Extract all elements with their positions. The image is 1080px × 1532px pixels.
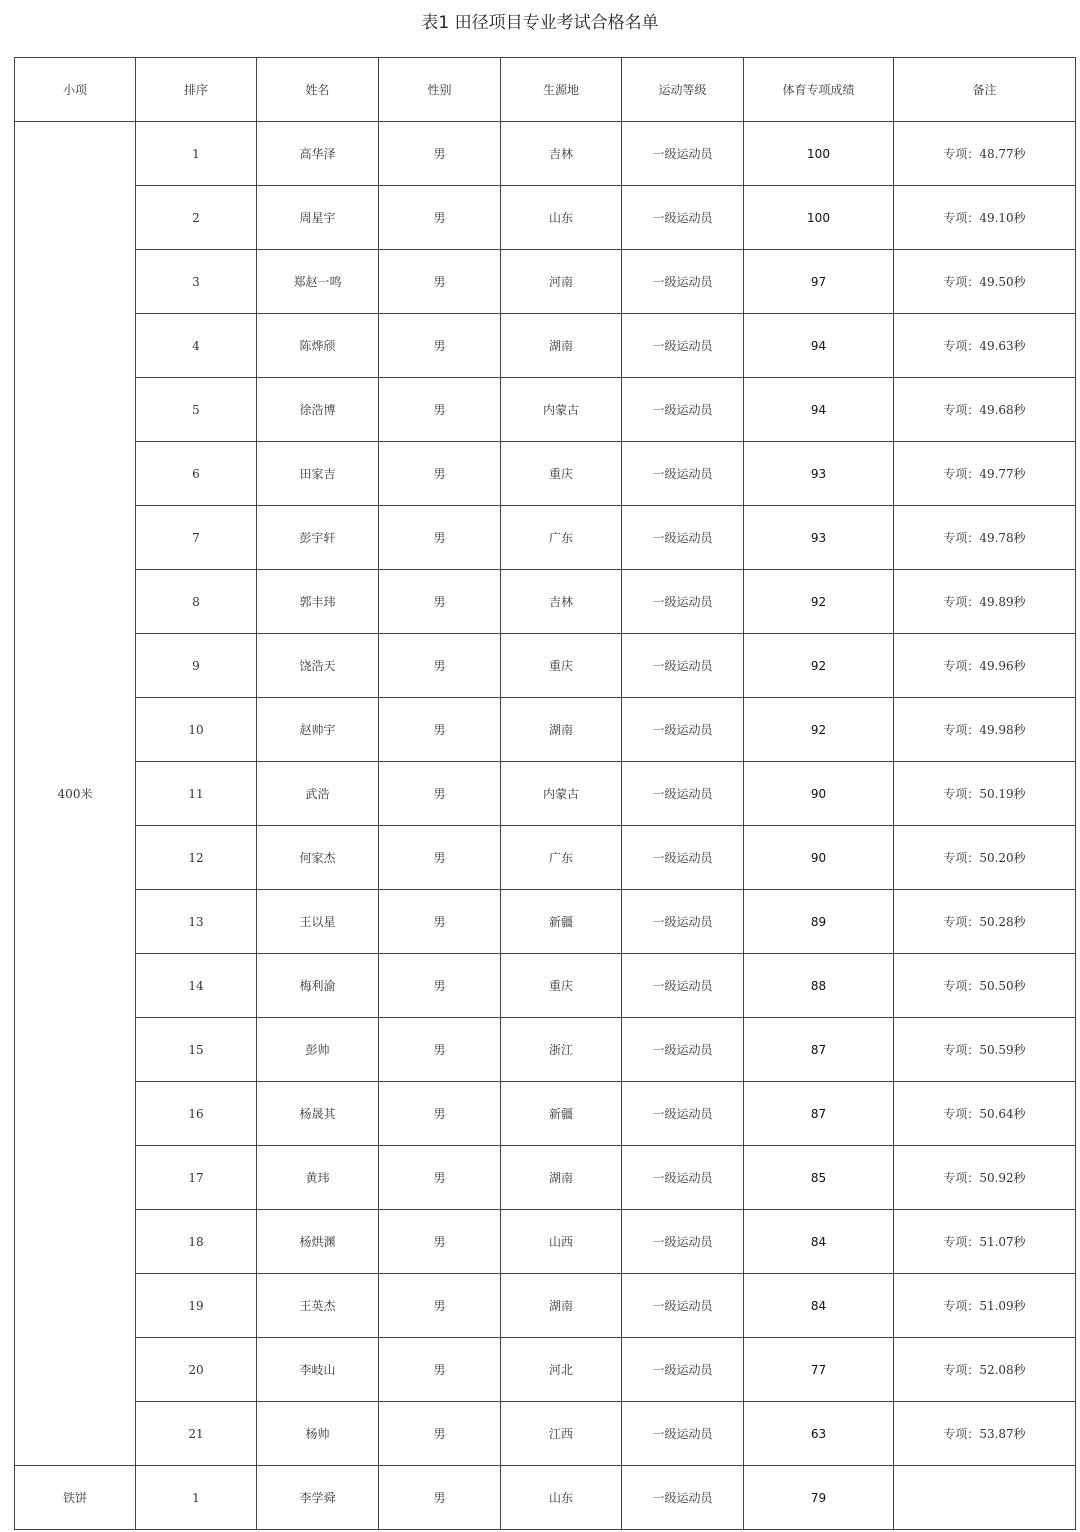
cell-name: 杨帅: [257, 1402, 379, 1466]
cell-rank: 11: [136, 762, 257, 826]
cell-note: 专项：49.77秒: [894, 442, 1076, 506]
cell-note: 专项：49.63秒: [894, 314, 1076, 378]
cell-score: 100: [744, 186, 894, 250]
cell-note: 专项：50.20秒: [894, 826, 1076, 890]
table-row: [15, 954, 1076, 1018]
header-origin: 生源地: [501, 58, 622, 122]
cell-origin: 内蒙古: [501, 378, 622, 442]
cell-rank: 10: [136, 698, 257, 762]
cell-origin: 山东: [501, 186, 622, 250]
table-row: [15, 1082, 1076, 1146]
qualified-list-table: [14, 57, 1076, 1530]
cell-level: 一级运动员: [622, 1338, 744, 1402]
cell-rank: 12: [136, 826, 257, 890]
cell-event: 400米: [15, 122, 136, 1466]
cell-level: 一级运动员: [622, 762, 744, 826]
cell-origin: 新疆: [501, 890, 622, 954]
cell-rank: 18: [136, 1210, 257, 1274]
cell-gender: 男: [379, 314, 501, 378]
cell-score: 85: [744, 1146, 894, 1210]
cell-level: 一级运动员: [622, 122, 744, 186]
cell-rank: 6: [136, 442, 257, 506]
cell-gender: 男: [379, 826, 501, 890]
table-row: [15, 826, 1076, 890]
cell-level: 一级运动员: [622, 506, 744, 570]
cell-gender: 男: [379, 1082, 501, 1146]
header-gender: 性别: [379, 58, 501, 122]
cell-origin: 湖南: [501, 1146, 622, 1210]
cell-rank: 1: [136, 1466, 257, 1530]
cell-level: 一级运动员: [622, 378, 744, 442]
cell-name: 陈烨颀: [257, 314, 379, 378]
table-row: [15, 186, 1076, 250]
cell-gender: 男: [379, 1466, 501, 1530]
cell-score: 93: [744, 506, 894, 570]
cell-origin: 江西: [501, 1402, 622, 1466]
cell-score: 77: [744, 1338, 894, 1402]
table-row: [15, 378, 1076, 442]
cell-gender: 男: [379, 762, 501, 826]
cell-note: 专项：49.50秒: [894, 250, 1076, 314]
cell-rank: 8: [136, 570, 257, 634]
cell-level: 一级运动员: [622, 1146, 744, 1210]
cell-origin: 广东: [501, 826, 622, 890]
cell-score: 93: [744, 442, 894, 506]
table-row: [15, 1146, 1076, 1210]
cell-rank: 15: [136, 1018, 257, 1082]
cell-rank: 20: [136, 1338, 257, 1402]
cell-score: 63: [744, 1402, 894, 1466]
cell-score: 89: [744, 890, 894, 954]
cell-note: 专项：50.28秒: [894, 890, 1076, 954]
cell-note: 专项：51.09秒: [894, 1274, 1076, 1338]
header-score: 体育专项成绩: [744, 58, 894, 122]
cell-score: 88: [744, 954, 894, 1018]
cell-origin: 山东: [501, 1466, 622, 1530]
cell-name: 彭宇轩: [257, 506, 379, 570]
cell-gender: 男: [379, 1274, 501, 1338]
cell-level: 一级运动员: [622, 698, 744, 762]
header-row: [15, 58, 1076, 122]
cell-gender: 男: [379, 186, 501, 250]
cell-score: 97: [744, 250, 894, 314]
cell-score: 87: [744, 1018, 894, 1082]
cell-gender: 男: [379, 890, 501, 954]
header-note: 备注: [894, 58, 1076, 122]
cell-note: 专项：50.64秒: [894, 1082, 1076, 1146]
cell-name: 李学舜: [257, 1466, 379, 1530]
cell-rank: 13: [136, 890, 257, 954]
table-title: 表1 田径项目专业考试合格名单: [421, 13, 659, 33]
cell-rank: 4: [136, 314, 257, 378]
cell-level: 一级运动员: [622, 1018, 744, 1082]
table-row: [15, 634, 1076, 698]
cell-origin: 湖南: [501, 1274, 622, 1338]
cell-origin: 浙江: [501, 1018, 622, 1082]
table-row: [15, 890, 1076, 954]
cell-origin: 河北: [501, 1338, 622, 1402]
cell-score: 94: [744, 378, 894, 442]
cell-level: 一级运动员: [622, 314, 744, 378]
cell-rank: 3: [136, 250, 257, 314]
cell-rank: 2: [136, 186, 257, 250]
cell-gender: 男: [379, 1402, 501, 1466]
cell-name: 黄玮: [257, 1146, 379, 1210]
cell-level: 一级运动员: [622, 890, 744, 954]
cell-level: 一级运动员: [622, 634, 744, 698]
table-row: [15, 442, 1076, 506]
cell-origin: 湖南: [501, 314, 622, 378]
cell-score: 84: [744, 1210, 894, 1274]
cell-level: 一级运动员: [622, 826, 744, 890]
cell-note: 专项：51.07秒: [894, 1210, 1076, 1274]
cell-level: 一级运动员: [622, 442, 744, 506]
cell-name: 武浩: [257, 762, 379, 826]
table-row: [15, 1018, 1076, 1082]
cell-note: 专项：50.50秒: [894, 954, 1076, 1018]
cell-gender: 男: [379, 570, 501, 634]
cell-name: 李岐山: [257, 1338, 379, 1402]
cell-score: 100: [744, 122, 894, 186]
cell-note: 专项：49.98秒: [894, 698, 1076, 762]
cell-gender: 男: [379, 1146, 501, 1210]
header-level: 运动等级: [622, 58, 744, 122]
cell-note: 专项：49.68秒: [894, 378, 1076, 442]
cell-gender: 男: [379, 1018, 501, 1082]
cell-name: 郭丰玮: [257, 570, 379, 634]
cell-event: 铁饼: [15, 1466, 136, 1530]
cell-level: 一级运动员: [622, 1082, 744, 1146]
cell-score: 90: [744, 826, 894, 890]
cell-rank: 9: [136, 634, 257, 698]
cell-name: 赵帅宇: [257, 698, 379, 762]
cell-level: 一级运动员: [622, 1402, 744, 1466]
cell-origin: 重庆: [501, 442, 622, 506]
cell-name: 何家杰: [257, 826, 379, 890]
cell-gender: 男: [379, 954, 501, 1018]
cell-gender: 男: [379, 122, 501, 186]
cell-note: 专项：53.87秒: [894, 1402, 1076, 1466]
cell-gender: 男: [379, 250, 501, 314]
cell-name: 杨晟其: [257, 1082, 379, 1146]
cell-name: 郑赵一鸣: [257, 250, 379, 314]
cell-note: 专项：50.19秒: [894, 762, 1076, 826]
cell-note: 专项：49.78秒: [894, 506, 1076, 570]
cell-score: 84: [744, 1274, 894, 1338]
cell-level: 一级运动员: [622, 250, 744, 314]
cell-note: 专项：50.59秒: [894, 1018, 1076, 1082]
cell-name: 徐浩博: [257, 378, 379, 442]
table-row: [15, 1274, 1076, 1338]
cell-origin: 重庆: [501, 954, 622, 1018]
table-row: [15, 1210, 1076, 1274]
cell-level: 一级运动员: [622, 954, 744, 1018]
cell-rank: 14: [136, 954, 257, 1018]
cell-note: 专项：49.10秒: [894, 186, 1076, 250]
cell-origin: 山西: [501, 1210, 622, 1274]
cell-score: 94: [744, 314, 894, 378]
table-row: [15, 698, 1076, 762]
cell-score: 92: [744, 570, 894, 634]
cell-name: 梅利渝: [257, 954, 379, 1018]
cell-origin: 新疆: [501, 1082, 622, 1146]
cell-level: 一级运动员: [622, 186, 744, 250]
header-event: 小项: [15, 58, 136, 122]
cell-origin: 吉林: [501, 570, 622, 634]
cell-origin: 河南: [501, 250, 622, 314]
cell-name: 王以星: [257, 890, 379, 954]
cell-name: 田家吉: [257, 442, 379, 506]
cell-name: 饶浩天: [257, 634, 379, 698]
cell-gender: 男: [379, 1338, 501, 1402]
cell-rank: 19: [136, 1274, 257, 1338]
cell-level: 一级运动员: [622, 1466, 744, 1530]
cell-score: 87: [744, 1082, 894, 1146]
cell-gender: 男: [379, 506, 501, 570]
table-row: [15, 250, 1076, 314]
cell-rank: 21: [136, 1402, 257, 1466]
table-row: [15, 570, 1076, 634]
cell-level: 一级运动员: [622, 570, 744, 634]
cell-gender: 男: [379, 442, 501, 506]
cell-note: 专项：52.08秒: [894, 1338, 1076, 1402]
cell-note: [894, 1466, 1076, 1530]
cell-name: 杨烘渊: [257, 1210, 379, 1274]
cell-note: 专项：50.92秒: [894, 1146, 1076, 1210]
header-name: 姓名: [257, 58, 379, 122]
cell-name: 王英杰: [257, 1274, 379, 1338]
cell-name: 彭帅: [257, 1018, 379, 1082]
cell-gender: 男: [379, 378, 501, 442]
cell-origin: 重庆: [501, 634, 622, 698]
table-row: [15, 122, 1076, 186]
cell-rank: 1: [136, 122, 257, 186]
cell-rank: 17: [136, 1146, 257, 1210]
cell-level: 一级运动员: [622, 1210, 744, 1274]
cell-gender: 男: [379, 698, 501, 762]
cell-origin: 内蒙古: [501, 762, 622, 826]
cell-origin: 吉林: [501, 122, 622, 186]
table-row: [15, 1402, 1076, 1466]
cell-origin: 广东: [501, 506, 622, 570]
cell-score: 92: [744, 698, 894, 762]
cell-note: 专项：49.89秒: [894, 570, 1076, 634]
cell-level: 一级运动员: [622, 1274, 744, 1338]
table-row: [15, 314, 1076, 378]
cell-rank: 5: [136, 378, 257, 442]
table-row: [15, 1466, 1076, 1530]
header-rank: 排序: [136, 58, 257, 122]
cell-note: 专项：49.96秒: [894, 634, 1076, 698]
table-body: [15, 122, 1076, 1530]
cell-rank: 7: [136, 506, 257, 570]
cell-score: 79: [744, 1466, 894, 1530]
cell-gender: 男: [379, 634, 501, 698]
cell-score: 90: [744, 762, 894, 826]
cell-score: 92: [744, 634, 894, 698]
table-row: [15, 506, 1076, 570]
table-row: [15, 1338, 1076, 1402]
cell-note: 专项：48.77秒: [894, 122, 1076, 186]
cell-origin: 湖南: [501, 698, 622, 762]
table-row: [15, 762, 1076, 826]
cell-gender: 男: [379, 1210, 501, 1274]
cell-name: 高华泽: [257, 122, 379, 186]
cell-rank: 16: [136, 1082, 257, 1146]
cell-name: 周星宇: [257, 186, 379, 250]
